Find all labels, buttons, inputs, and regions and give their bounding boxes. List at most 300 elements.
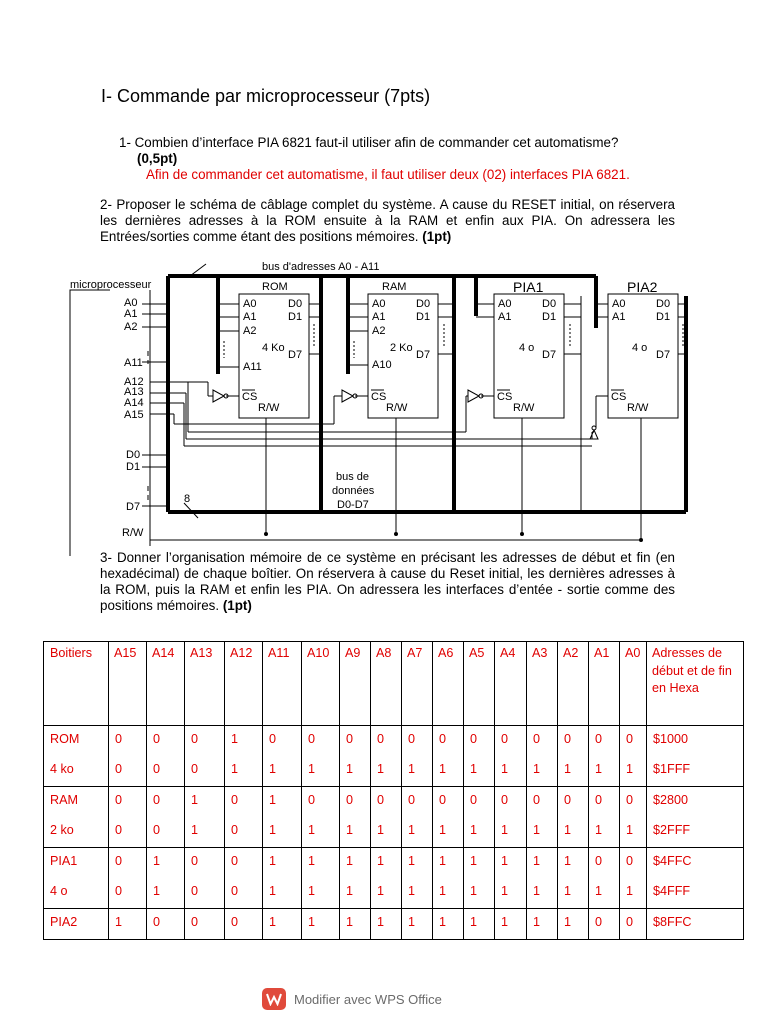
cell-bit-start: 1 xyxy=(308,854,316,868)
question-2-text: 2- Proposer le schéma de câblage complet du système. A cause du RESET initial, on réservera les dernières adresses à la ROM ensuite à la RAM et enfin aux PIA. On adressera les Entrées/sorties comme étant des positions mémoires. xyxy=(100,197,675,244)
header-a0: A0 xyxy=(620,642,647,726)
cell-address-start: $4FFC xyxy=(653,854,692,868)
cell-bit-end: 0 xyxy=(115,823,123,837)
cell-address xyxy=(647,909,744,940)
cell-bit xyxy=(558,726,589,787)
cell-bit-end: 1 xyxy=(408,823,416,837)
cell-bit-end: 1 xyxy=(269,884,277,898)
cell-bit xyxy=(589,787,620,848)
cell-bit-end: 1 xyxy=(595,762,603,776)
header-a13: A13 xyxy=(185,642,225,726)
cell-bit xyxy=(371,909,402,940)
table-row xyxy=(44,726,744,787)
cell-bit xyxy=(302,909,340,940)
cell-bit-start: 0 xyxy=(626,732,634,746)
cell-address xyxy=(647,787,744,848)
cpu-pin-d0: D0 xyxy=(126,449,141,461)
cell-bit xyxy=(109,848,147,909)
table-row xyxy=(44,848,744,909)
cell-bit xyxy=(464,726,495,787)
cell-boitier-end: 4 ko xyxy=(50,762,74,776)
cell-bit xyxy=(464,909,495,940)
cell-bit-start: 1 xyxy=(346,854,354,868)
cell-bit-end: 1 xyxy=(308,762,316,776)
cell-bit-start: 0 xyxy=(153,732,161,746)
cell-bit xyxy=(620,726,647,787)
cell-bit-end: 1 xyxy=(626,884,634,898)
cell-bit xyxy=(558,787,589,848)
cell-bit-start: 0 xyxy=(308,732,316,746)
cell-bit-end: 1 xyxy=(346,762,354,776)
ram-chip xyxy=(368,281,438,418)
cell-address-start: $2800 xyxy=(653,793,689,807)
cell-bit xyxy=(109,726,147,787)
pia1-pin-a1: A1 xyxy=(498,311,512,323)
cell-bit-end: 1 xyxy=(470,884,478,898)
header-a9: A9 xyxy=(340,642,371,726)
cell-bit xyxy=(433,848,464,909)
cell-bit-end: 1 xyxy=(439,823,447,837)
cell-bit xyxy=(263,848,302,909)
cell-bit-start: 1 xyxy=(269,915,277,929)
pia2-pin-d1: D1 xyxy=(656,311,671,323)
cell-bit-end: 1 xyxy=(501,823,509,837)
cell-bit-start: 1 xyxy=(191,793,199,807)
wiring-diagram xyxy=(66,256,696,556)
ram-pin-a0: A0 xyxy=(372,298,386,310)
ram-cs: CS xyxy=(371,391,387,403)
cell-bit-end: 0 xyxy=(231,823,239,837)
ram-pin-d7: D7 xyxy=(416,349,431,361)
cell-bit-start: 0 xyxy=(153,793,161,807)
cell-bit-start: 0 xyxy=(501,793,509,807)
cell-boitier xyxy=(44,726,109,787)
cell-bit xyxy=(263,909,302,940)
cell-bit-start: 0 xyxy=(501,732,509,746)
ram-pin-d0: D0 xyxy=(416,298,431,310)
cell-bit xyxy=(225,848,263,909)
cell-address-start: $8FFC xyxy=(653,915,692,929)
cell-bit-start: 1 xyxy=(564,915,572,929)
cell-boitier-start: RAM xyxy=(50,793,78,807)
cell-bit-start: 1 xyxy=(439,915,447,929)
cell-bit xyxy=(263,726,302,787)
header-a6: A6 xyxy=(433,642,464,726)
pia1-label: PIA1 xyxy=(513,279,544,295)
rom-pin-a1: A1 xyxy=(243,311,257,323)
header-a12: A12 xyxy=(225,642,263,726)
cell-bit-start: 0 xyxy=(115,793,123,807)
cell-bit-end: 1 xyxy=(377,823,385,837)
cell-bit-end: 1 xyxy=(533,823,541,837)
cell-address xyxy=(647,848,744,909)
cell-bit-end: 1 xyxy=(501,884,509,898)
cell-bit-start: 0 xyxy=(564,732,572,746)
cell-bit xyxy=(147,726,185,787)
header-a7: A7 xyxy=(402,642,433,726)
rom-rw: R/W xyxy=(258,402,280,414)
pia1-rw: R/W xyxy=(513,402,535,414)
cpu-pin-a0: A0 xyxy=(124,297,138,309)
cell-bit-start: 0 xyxy=(231,793,239,807)
cell-bit-start: 1 xyxy=(308,915,316,929)
pia2-pin-d7: D7 xyxy=(656,349,671,361)
cell-bit xyxy=(620,909,647,940)
wps-logo-icon xyxy=(262,988,286,1010)
section-title: I- Commande par microprocesseur (7pts) xyxy=(101,86,431,106)
cell-bit-start: 1 xyxy=(470,915,478,929)
cell-bit-end: 1 xyxy=(470,762,478,776)
question-1-points: (0,5pt) xyxy=(137,151,178,166)
cell-bit-start: 0 xyxy=(346,793,354,807)
ram-pin-a10: A10 xyxy=(372,359,392,371)
header-boitiers: Boitiers xyxy=(44,642,109,726)
pia1-pin-d1: D1 xyxy=(542,311,557,323)
cell-bit xyxy=(589,909,620,940)
cell-address-end: $1FFF xyxy=(653,762,691,776)
question-3-text: 3- Donner l’organisation mémoire de ce système en précisant les adresses de début et fin (en hexadécimal) de chaque boîtier. On réservera à cause du Reset initial, les dernières adresses à la ROM, puis la RAM et enfin les PIA. On adressera les interfaces d’entée - sortie comme des positions mémoires. xyxy=(100,550,675,613)
pia2-pin-a1: A1 xyxy=(612,311,626,323)
cell-bit-end: 1 xyxy=(346,884,354,898)
pia1-pin-d7: D7 xyxy=(542,349,557,361)
cell-bit-end: 1 xyxy=(308,884,316,898)
memory-map-table xyxy=(43,641,744,940)
cell-bit xyxy=(263,787,302,848)
cell-bit-end: 1 xyxy=(501,762,509,776)
rom-label: ROM xyxy=(262,281,288,293)
cell-bit xyxy=(495,909,527,940)
cell-bit-end: 0 xyxy=(191,762,199,776)
cell-bit-end: 1 xyxy=(269,823,277,837)
cell-bit-start: 0 xyxy=(408,793,416,807)
cell-bit xyxy=(558,909,589,940)
cell-bit-start: 0 xyxy=(231,915,239,929)
header-a8: A8 xyxy=(371,642,402,726)
cell-boitier-start: PIA2 xyxy=(50,915,78,929)
pia1-chip xyxy=(494,279,564,418)
cell-bit-end: 1 xyxy=(308,823,316,837)
cpu-pin-a1: A1 xyxy=(124,308,138,320)
cell-bit-start: 0 xyxy=(308,793,316,807)
bus-width-label: 8 xyxy=(184,493,191,505)
cell-bit-end: 1 xyxy=(153,884,161,898)
ram-pin-d1: D1 xyxy=(416,311,431,323)
cell-bit-start: 0 xyxy=(470,793,478,807)
table-row xyxy=(44,787,744,848)
cell-bit-start: 0 xyxy=(408,732,416,746)
cell-bit-start: 0 xyxy=(470,732,478,746)
cell-address-end: $2FFF xyxy=(653,823,691,837)
data-bus-label-1: bus de xyxy=(336,471,370,483)
cell-bit xyxy=(340,848,371,909)
cell-bit-end: 1 xyxy=(191,823,199,837)
cell-bit xyxy=(185,726,225,787)
cell-bit xyxy=(495,726,527,787)
cell-bit xyxy=(185,787,225,848)
cell-bit xyxy=(558,848,589,909)
cell-bit xyxy=(185,848,225,909)
cell-bit xyxy=(402,726,433,787)
cell-boitier-start: ROM xyxy=(50,732,80,746)
header-a11: A11 xyxy=(263,642,302,726)
address-bus-label: bus d'adresses A0 - A11 xyxy=(262,261,380,273)
header-a14: A14 xyxy=(147,642,185,726)
cell-bit xyxy=(464,848,495,909)
cell-bit-end: 1 xyxy=(439,762,447,776)
cell-bit-start: 0 xyxy=(595,854,603,868)
cell-bit-start: 1 xyxy=(269,854,277,868)
ram-pin-a2: A2 xyxy=(372,325,386,337)
question-1-text: 1- Combien d’interface PIA 6821 faut-il utiliser afin de commander cet automatisme? xyxy=(119,135,619,150)
cell-bit-start: 0 xyxy=(626,854,634,868)
cell-bit-start: 0 xyxy=(439,793,447,807)
cell-bit-start: 0 xyxy=(153,915,161,929)
cpu-pin-a12: A12 xyxy=(124,376,144,388)
cell-bit xyxy=(340,787,371,848)
cell-bit-end: 1 xyxy=(377,884,385,898)
cpu-pin-a2: A2 xyxy=(124,321,138,333)
cell-bit-end: 1 xyxy=(595,823,603,837)
cell-bit-end: 1 xyxy=(564,884,572,898)
cell-bit-start: 0 xyxy=(595,732,603,746)
cell-bit-start: 1 xyxy=(408,915,416,929)
cell-bit xyxy=(225,909,263,940)
ram-size: 2 Ko xyxy=(390,342,413,354)
cell-bit-start: 1 xyxy=(115,915,123,929)
rom-pin-a0: A0 xyxy=(243,298,257,310)
rom-chip xyxy=(239,281,309,418)
table-row xyxy=(44,909,744,940)
pia1-pin-d0: D0 xyxy=(542,298,557,310)
cell-boitier xyxy=(44,848,109,909)
cell-boitier-end: 2 ko xyxy=(50,823,74,837)
cell-bit-end: 1 xyxy=(408,884,416,898)
cell-bit xyxy=(402,909,433,940)
cell-bit-start: 1 xyxy=(153,854,161,868)
cell-bit xyxy=(371,848,402,909)
cell-bit-end: 1 xyxy=(408,762,416,776)
cell-bit-end: 1 xyxy=(564,762,572,776)
cell-address xyxy=(647,726,744,787)
header-a4: A4 xyxy=(495,642,527,726)
cell-bit xyxy=(589,726,620,787)
ram-pin-a1: A1 xyxy=(372,311,386,323)
cell-bit xyxy=(225,787,263,848)
cell-bit-end: 1 xyxy=(346,823,354,837)
pia2-rw: R/W xyxy=(627,402,649,414)
cell-bit-end: 1 xyxy=(626,762,634,776)
cell-bit-end: 1 xyxy=(533,762,541,776)
cell-bit-start: 0 xyxy=(626,793,634,807)
cell-bit xyxy=(433,787,464,848)
cell-bit-end: 0 xyxy=(115,762,123,776)
cell-bit-start: 0 xyxy=(439,732,447,746)
pia2-pin-d0: D0 xyxy=(656,298,671,310)
cell-bit-end: 1 xyxy=(470,823,478,837)
pia2-chip xyxy=(608,279,678,418)
microprocessor-label: microprocesseur xyxy=(70,279,152,291)
cell-boitier xyxy=(44,787,109,848)
cell-bit-end: 0 xyxy=(115,884,123,898)
cell-bit xyxy=(620,787,647,848)
cell-bit-start: 1 xyxy=(377,915,385,929)
cell-bit-start: 1 xyxy=(470,854,478,868)
pia2-size: 4 o xyxy=(632,342,648,354)
cell-bit-start: 1 xyxy=(346,915,354,929)
header-a2: A2 xyxy=(558,642,589,726)
rom-pin-d7: D7 xyxy=(288,349,303,361)
cell-bit-end: 0 xyxy=(231,884,239,898)
header-addresses: Adresses de début et de fin en Hexa xyxy=(647,642,744,726)
rom-cs: CS xyxy=(242,391,258,403)
cell-bit xyxy=(147,848,185,909)
cell-bit xyxy=(371,726,402,787)
header-a15: A15 xyxy=(109,642,147,726)
microprocessor-pins xyxy=(122,297,144,539)
table-header-row xyxy=(44,642,744,726)
cell-bit xyxy=(402,848,433,909)
ram-rw: R/W xyxy=(386,402,408,414)
cell-bit-start: 0 xyxy=(533,793,541,807)
cell-bit-end: 1 xyxy=(439,884,447,898)
cell-bit-end: 1 xyxy=(231,762,239,776)
cell-bit-start: 0 xyxy=(231,854,239,868)
cell-bit xyxy=(433,909,464,940)
question-3 xyxy=(100,550,675,614)
cell-bit-start: 1 xyxy=(269,793,277,807)
cell-bit xyxy=(589,848,620,909)
cell-bit xyxy=(620,848,647,909)
cell-bit xyxy=(527,848,558,909)
cpu-pin-a13: A13 xyxy=(124,386,144,398)
cell-bit-start: 1 xyxy=(533,854,541,868)
cell-boitier xyxy=(44,909,109,940)
cell-boitier-end: 4 o xyxy=(50,884,68,898)
cell-bit-end: 1 xyxy=(595,884,603,898)
cell-bit xyxy=(109,909,147,940)
cell-bit-start: 0 xyxy=(191,915,199,929)
cell-bit xyxy=(225,726,263,787)
cell-bit xyxy=(527,787,558,848)
cell-bit xyxy=(147,909,185,940)
cell-bit-start: 1 xyxy=(501,854,509,868)
cell-bit-start: 0 xyxy=(595,915,603,929)
cell-bit-end: 0 xyxy=(191,884,199,898)
data-bus-label-2: données xyxy=(332,485,375,497)
cpu-pin-a15: A15 xyxy=(124,409,144,421)
cell-bit xyxy=(302,848,340,909)
cell-bit-end: 1 xyxy=(533,884,541,898)
header-a10: A10 xyxy=(302,642,340,726)
question-2 xyxy=(100,197,675,245)
pia2-cs: CS xyxy=(611,391,627,403)
rom-pin-a11: A11 xyxy=(243,361,262,373)
cell-bit-end: 1 xyxy=(269,762,277,776)
cell-bit-start: 0 xyxy=(377,732,385,746)
cell-bit-start: 0 xyxy=(377,793,385,807)
cell-bit xyxy=(302,726,340,787)
cell-bit-start: 0 xyxy=(269,732,277,746)
cpu-pin-a14: A14 xyxy=(124,397,144,409)
cell-bit-end: 0 xyxy=(153,762,161,776)
cell-bit-end: 1 xyxy=(626,823,634,837)
cell-bit-start: 1 xyxy=(501,915,509,929)
cell-bit-start: 0 xyxy=(191,732,199,746)
cell-bit-start: 1 xyxy=(533,915,541,929)
cell-address-end: $4FFF xyxy=(653,884,691,898)
rom-pin-a2: A2 xyxy=(243,325,257,337)
cell-bit-start: 0 xyxy=(191,854,199,868)
cell-address-start: $1000 xyxy=(653,732,689,746)
cell-bit xyxy=(109,787,147,848)
cell-bit-start: 1 xyxy=(377,854,385,868)
cell-bit-start: 0 xyxy=(533,732,541,746)
cell-bit-start: 1 xyxy=(564,854,572,868)
cpu-pin-a11: A11 xyxy=(124,357,143,369)
cpu-pin-d7: D7 xyxy=(126,501,141,513)
cell-bit-start: 0 xyxy=(346,732,354,746)
rom-pin-d0: D0 xyxy=(288,298,303,310)
question-3-points: (1pt) xyxy=(222,598,252,613)
cell-bit-start: 0 xyxy=(564,793,572,807)
cell-bit-start: 0 xyxy=(115,732,123,746)
cell-bit xyxy=(302,787,340,848)
pia1-pin-a0: A0 xyxy=(498,298,512,310)
cell-bit xyxy=(185,909,225,940)
footer-text: Modifier avec WPS Office xyxy=(294,991,442,1007)
cell-bit-end: 1 xyxy=(377,762,385,776)
cpu-pin-d1: D1 xyxy=(126,461,141,473)
ram-label: RAM xyxy=(382,281,407,293)
pia2-label: PIA2 xyxy=(627,279,658,295)
cell-bit-start: 0 xyxy=(595,793,603,807)
cell-bit-start: 0 xyxy=(115,854,123,868)
data-bus-label-3: D0-D7 xyxy=(337,499,369,511)
cell-bit xyxy=(495,848,527,909)
cell-bit xyxy=(340,909,371,940)
cell-bit xyxy=(433,726,464,787)
pia1-size: 4 o xyxy=(519,342,535,354)
cell-bit-start: 0 xyxy=(626,915,634,929)
cell-bit xyxy=(147,787,185,848)
question-1-answer: Afin de commander cet automatisme, il faut utiliser deux (02) interfaces PIA 6821. xyxy=(146,167,630,182)
cell-boitier-start: PIA1 xyxy=(50,854,78,868)
header-a1: A1 xyxy=(589,642,620,726)
cell-bit xyxy=(340,726,371,787)
header-a5: A5 xyxy=(464,642,495,726)
question-1 xyxy=(119,135,675,183)
cell-bit xyxy=(402,787,433,848)
rom-pin-d1: D1 xyxy=(288,311,303,323)
cell-bit xyxy=(527,909,558,940)
cell-bit-end: 1 xyxy=(564,823,572,837)
cell-bit xyxy=(371,787,402,848)
cpu-pin-rw: R/W xyxy=(122,527,144,539)
wps-footer[interactable] xyxy=(262,988,442,1010)
header-a3: A3 xyxy=(527,642,558,726)
pia1-cs: CS xyxy=(497,391,513,403)
cell-bit-start: 1 xyxy=(408,854,416,868)
cell-bit-start: 1 xyxy=(231,732,239,746)
rom-size: 4 Ko xyxy=(262,342,285,354)
cell-bit xyxy=(527,726,558,787)
cell-bit-start: 1 xyxy=(439,854,447,868)
cell-bit xyxy=(495,787,527,848)
cell-bit-end: 0 xyxy=(153,823,161,837)
question-2-points: (1pt) xyxy=(422,229,452,244)
cell-bit xyxy=(464,787,495,848)
pia2-pin-a0: A0 xyxy=(612,298,626,310)
